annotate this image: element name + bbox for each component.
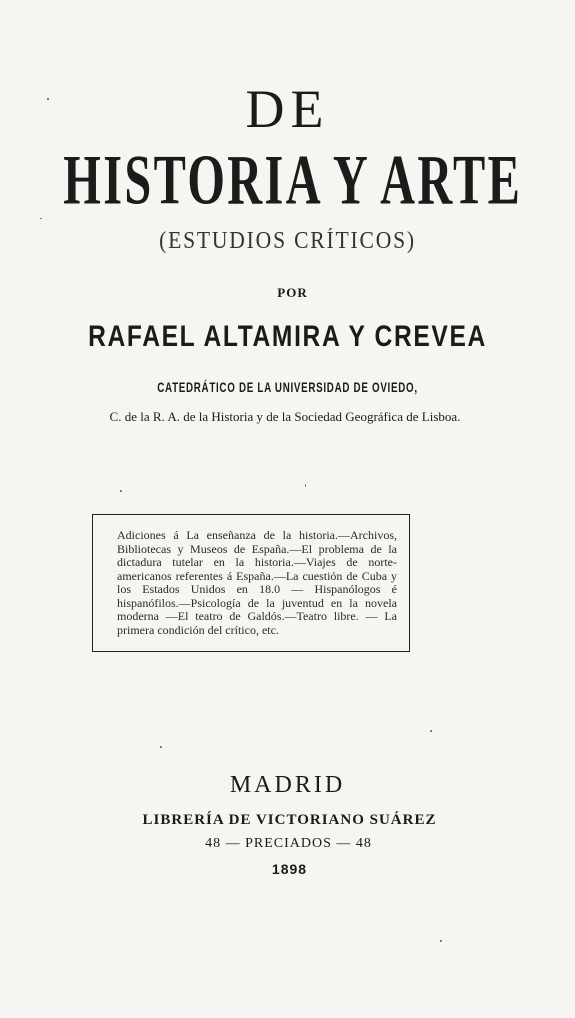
imprint-address: 48 — PRECIADOS — 48 — [205, 836, 372, 851]
by-label: POR — [277, 285, 308, 300]
imprint-year: 1898 — [271, 861, 308, 877]
paper-speck — [40, 218, 42, 219]
paper-speck — [305, 484, 306, 487]
contents-box — [92, 514, 410, 652]
paper-speck — [430, 730, 432, 732]
imprint-city: MADRID — [229, 772, 346, 798]
title-prefix: DE — [245, 79, 330, 139]
paper-speck — [47, 98, 49, 100]
imprint-publisher: LIBRERÍA DE VICTORIANO SUÁREZ — [142, 812, 437, 828]
paper-speck — [120, 490, 122, 492]
book-title: HISTORIA Y ARTE — [63, 141, 523, 220]
contents-text: Adiciones á La enseñanza de la historia.—Archivos, Bibliotecas y Museos de España.—El problema de la dictadura tutelar en la historia.—Viajes de norte-americanos referentes á España.—La cuestión de Cuba y los Estados Unidos en 18.0 — Hispanólogos é hispanófilos.—Psicología de la juventud en la novela moderna —El teatro de Galdós.—Teatro libre. — La primera condición del crítico, etc. — [117, 528, 397, 637]
author-position: CATEDRÁTICO DE LA UNIVERSIDAD DE OVIEDO, — [157, 379, 418, 395]
paper-speck — [160, 746, 162, 748]
book-subtitle: (ESTUDIOS CRÍTICOS) — [159, 228, 416, 254]
paper-speck — [440, 940, 442, 942]
author-membership: C. de la R. A. de la Historia y de la Sociedad Geográfica de Lisboa. — [109, 409, 461, 424]
author-name: RAFAEL ALTAMIRA Y CREVEA — [88, 320, 487, 353]
